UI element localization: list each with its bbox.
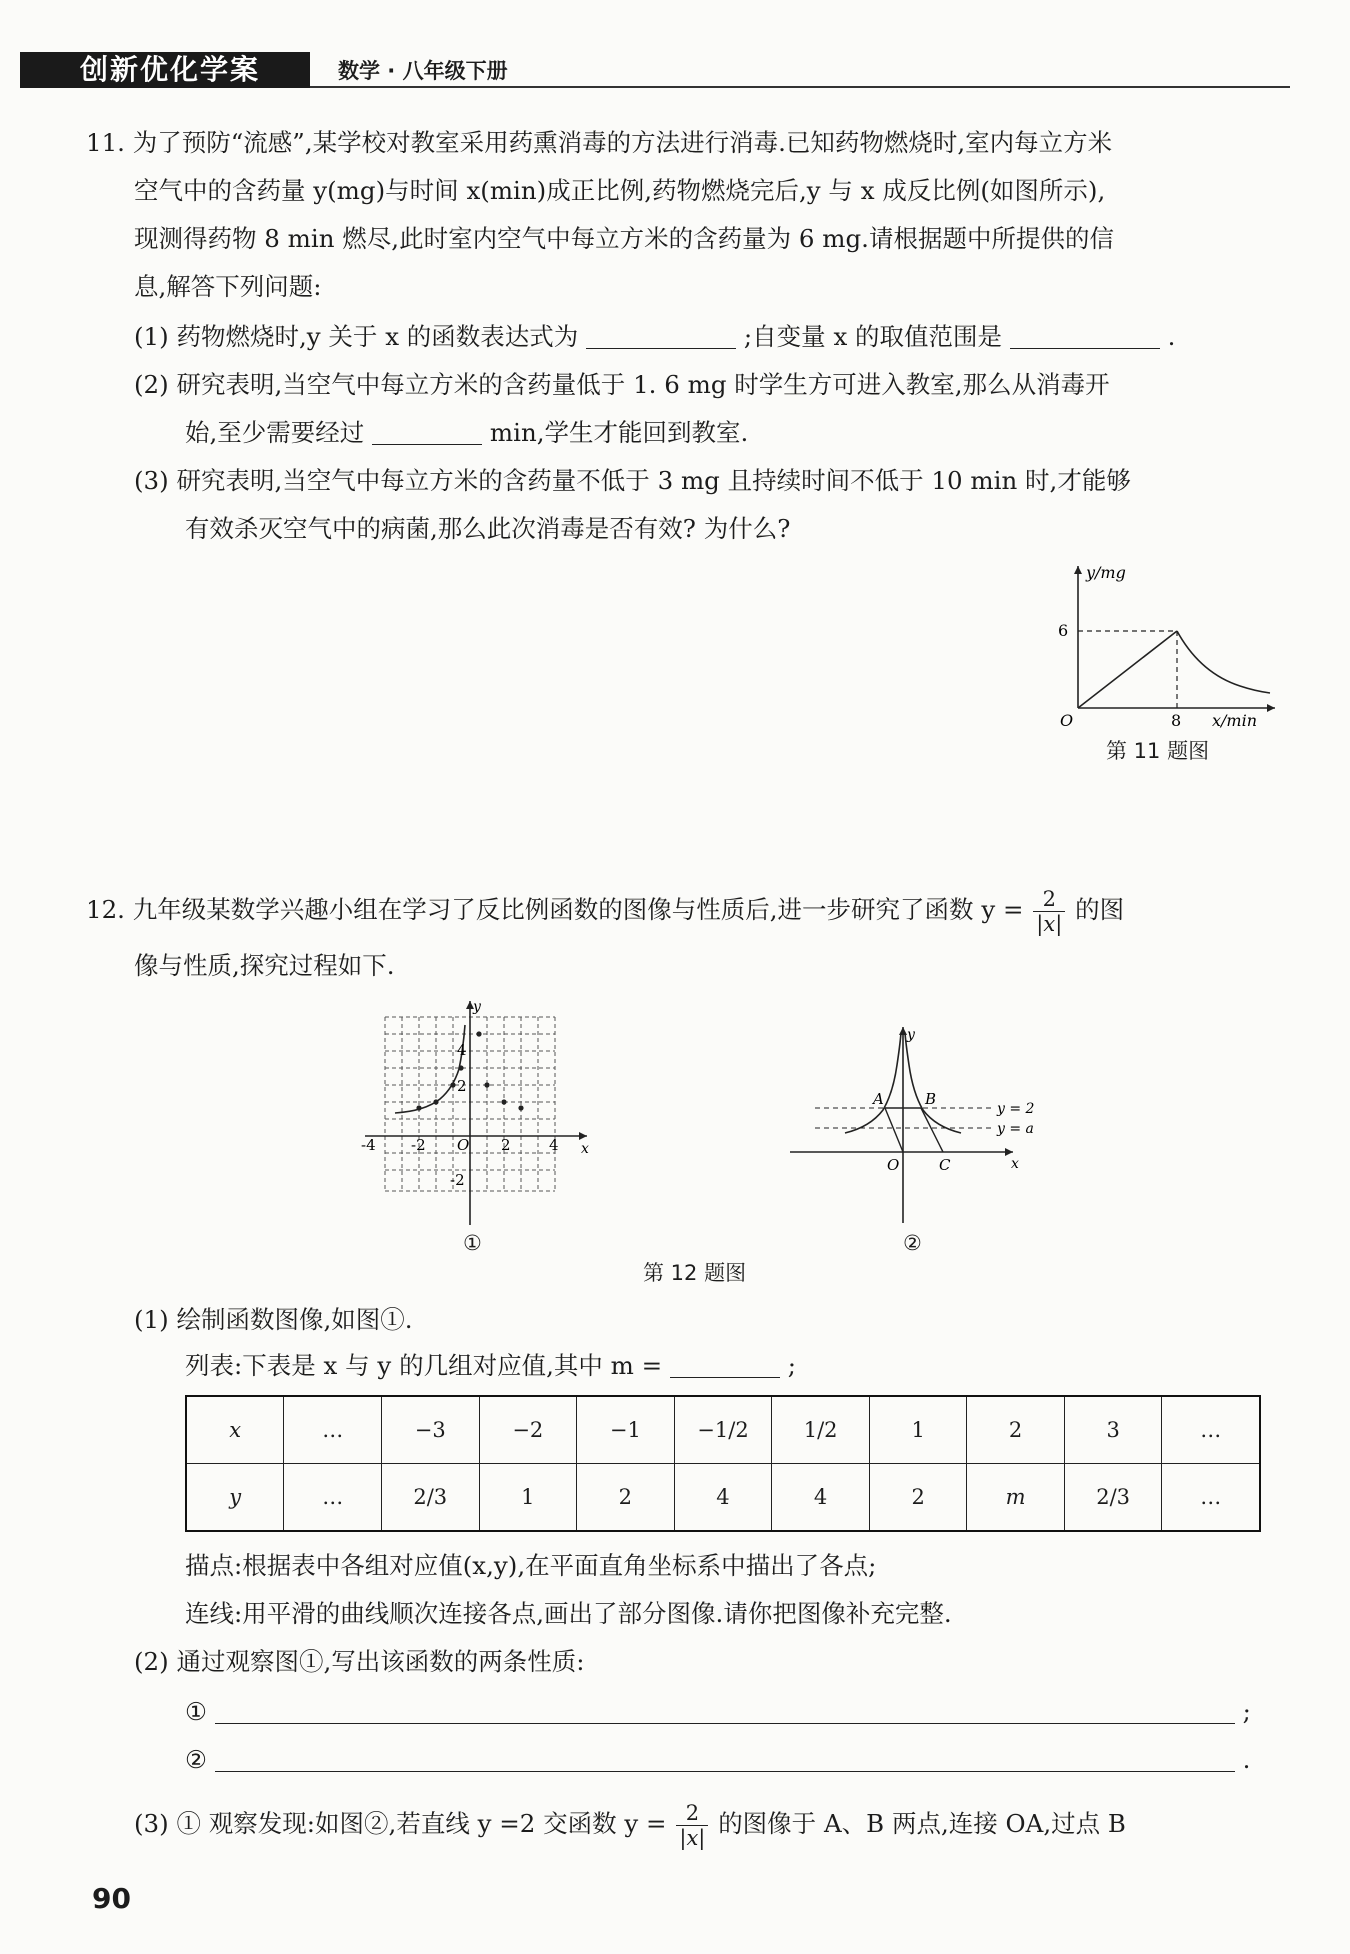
- y-tick: 2: [457, 1077, 467, 1095]
- answer-blank[interactable]: [215, 1745, 1235, 1772]
- q12-connect: 连线:用平滑的曲线顺次连接各点,画出了部分图像.请你把图像补充完整.: [185, 1599, 952, 1628]
- table-cell: −1/2: [674, 1396, 772, 1464]
- table-cell: 2/3: [1064, 1464, 1162, 1532]
- inverse-curve: [1177, 631, 1270, 693]
- q12-figure-2: [785, 1015, 1045, 1225]
- q12-part2-item1: ① ;: [185, 1697, 1251, 1726]
- page-number: 90: [92, 1882, 131, 1915]
- value-table: [185, 1395, 1261, 1532]
- y-tick: -2: [450, 1171, 465, 1189]
- table-cell: 2: [577, 1464, 675, 1532]
- q12-number: 12.: [86, 895, 125, 924]
- answer-blank[interactable]: [670, 1351, 780, 1378]
- table-cell: 2: [967, 1396, 1064, 1464]
- answer-blank[interactable]: [586, 322, 736, 349]
- segment-BC: [921, 1108, 943, 1152]
- table-cell: 2: [869, 1464, 966, 1532]
- q12-part3: (3) ① 观察发现:如图②,若直线 y =2 交函数 y = $\frac{2}{|x|}$ 的图像于 A、B 两点,连接 OA,过点 B: [134, 1801, 1126, 1850]
- brand-logo: 创新优化学案: [20, 52, 310, 88]
- origin-label: O: [887, 1156, 900, 1174]
- fraction-2-over-abs-x: $\frac{2}{|x|}$: [1033, 887, 1065, 936]
- q12-part2-item2: ② .: [185, 1745, 1251, 1774]
- y-tick: 6: [1058, 621, 1069, 640]
- x-tick: 8: [1171, 711, 1182, 730]
- y-tick: 4: [457, 1041, 467, 1059]
- segment-OA: [885, 1108, 903, 1152]
- q11-part3-line2: 有效杀灭空气中的病菌,那么此次消毒是否有效? 为什么?: [185, 514, 791, 543]
- x-tick: -2: [411, 1136, 426, 1154]
- y-axis-label: y: [907, 1027, 915, 1043]
- x-axis-arrow-icon: [1005, 1148, 1013, 1156]
- q11-part2-line1: (2) 研究表明,当空气中每立方米的含药量低于 1. 6 mg 时学生方可进入教室,那么从消毒开: [134, 370, 1110, 399]
- q11-part2-line2: 始,至少需要经过 min,学生才能回到教室.: [185, 418, 749, 447]
- point-B-label: B: [925, 1090, 937, 1108]
- q11-graph: [1040, 558, 1280, 738]
- left-branch: [845, 1033, 901, 1133]
- plotted-point: [416, 1105, 421, 1110]
- q11-number: 11.: [86, 128, 125, 157]
- table-cell: 1: [869, 1396, 966, 1464]
- q12-line-1: 12. 九年级某数学兴趣小组在学习了反比例函数的图像与性质后,进一步研究了函数 y = $\frac{2}{|x|}$ 的图: [86, 887, 1125, 936]
- plotted-point: [484, 1082, 489, 1087]
- q12-list-line: 列表:下表是 x 与 y 的几组对应值,其中 m = ;: [185, 1351, 797, 1380]
- plotted-point: [450, 1082, 455, 1087]
- q11-part3-line1: (3) 研究表明,当空气中每立方米的含药量不低于 3 mg 且持续时间不低于 10 min 时,才能够: [134, 466, 1131, 495]
- table-row-x: [186, 1396, 1260, 1464]
- table-cell: 1/2: [772, 1396, 870, 1464]
- table-cell: 2/3: [381, 1464, 479, 1532]
- answer-blank[interactable]: [215, 1697, 1235, 1724]
- point-C-label: C: [939, 1156, 951, 1174]
- partial-curve: [395, 1025, 465, 1113]
- linear-segment: [1078, 631, 1177, 708]
- table-cell: x: [186, 1396, 284, 1464]
- table-row-y: [186, 1464, 1260, 1532]
- plotted-point: [433, 1099, 438, 1104]
- origin-label: O: [1060, 711, 1074, 730]
- line-y-2-label: y = 2: [997, 1101, 1035, 1117]
- table-cell: −3: [381, 1396, 479, 1464]
- x-axis-label: x: [581, 1141, 589, 1157]
- table-cell: …: [1162, 1396, 1260, 1464]
- header-divider: [310, 86, 1290, 88]
- y-axis-arrow-icon: [1074, 566, 1082, 574]
- x-tick: 2: [501, 1136, 511, 1154]
- fraction-2-over-abs-x: $\frac{2}{|x|}$: [676, 1801, 708, 1850]
- q11-text: 为了预防“流感”,某学校对教室采用药熏消毒的方法进行消毒.已知药物燃烧时,室内每立方米: [132, 128, 1113, 157]
- q12-describe: 描点:根据表中各组对应值(x,y),在平面直角坐标系中描出了各点;: [185, 1551, 877, 1580]
- plotted-point: [458, 1065, 463, 1070]
- x-tick: -4: [361, 1136, 376, 1154]
- y-axis-label: y: [473, 999, 481, 1015]
- q11-line-3: 现测得药物 8 min 燃尽,此时室内空气中每立方米的含药量为 6 mg.请根据题中所提供的信: [134, 224, 1114, 253]
- table-cell: 4: [674, 1464, 772, 1532]
- table-cell: …: [284, 1396, 382, 1464]
- plotted-point: [501, 1099, 506, 1104]
- subject-title: 数学 · 八年级下册: [338, 59, 508, 83]
- q12-part1: (1) 绘制函数图像,如图①.: [134, 1305, 413, 1334]
- point-A-label: A: [873, 1090, 884, 1108]
- table-cell: m: [967, 1464, 1064, 1532]
- page-header: [20, 52, 1290, 92]
- right-branch: [905, 1033, 961, 1133]
- q11-line-4: 息,解答下列问题:: [134, 272, 322, 301]
- q12-part2: (2) 通过观察图①,写出该函数的两条性质:: [134, 1647, 585, 1676]
- fig2-label: ②: [903, 1231, 922, 1255]
- table-cell: …: [284, 1464, 382, 1532]
- q11-line-1: [86, 125, 1112, 161]
- x-axis-label: x/min: [1212, 711, 1258, 730]
- table-cell: 4: [772, 1464, 870, 1532]
- q11-figure-caption: 第 11 题图: [1106, 739, 1210, 763]
- answer-blank[interactable]: [372, 418, 482, 445]
- line-y-a-label: y = a: [997, 1121, 1034, 1137]
- plotted-point: [518, 1105, 523, 1110]
- q12-figure-caption: 第 12 题图: [643, 1261, 747, 1285]
- x-axis-arrow-icon: [1267, 704, 1275, 712]
- table-cell: 1: [479, 1464, 577, 1532]
- x-tick: 4: [549, 1136, 559, 1154]
- table-cell: …: [1162, 1464, 1260, 1532]
- fig1-label: ①: [463, 1231, 482, 1255]
- x-axis-label: x: [1011, 1156, 1019, 1172]
- table-cell: y: [186, 1464, 284, 1532]
- table-cell: 3: [1064, 1396, 1162, 1464]
- q12-line-2: 像与性质,探究过程如下.: [134, 951, 395, 980]
- x-axis-arrow-icon: [579, 1132, 587, 1140]
- q11-part1: (1) 药物燃烧时,y 关于 x 的函数表达式为 ;自变量 x 的取值范围是 .: [134, 322, 1176, 351]
- table-cell: −1: [577, 1396, 675, 1464]
- table-cell: −2: [479, 1396, 577, 1464]
- q12-figure-1: [355, 995, 595, 1225]
- plotted-point: [476, 1031, 481, 1036]
- y-axis-label: y/mg: [1086, 563, 1126, 582]
- origin-label: O: [457, 1136, 470, 1154]
- answer-blank[interactable]: [1010, 322, 1160, 349]
- q11-line-2: 空气中的含药量 y(mg)与时间 x(min)成正比例,药物燃烧完后,y 与 x 成反比例(如图所示),: [134, 176, 1106, 205]
